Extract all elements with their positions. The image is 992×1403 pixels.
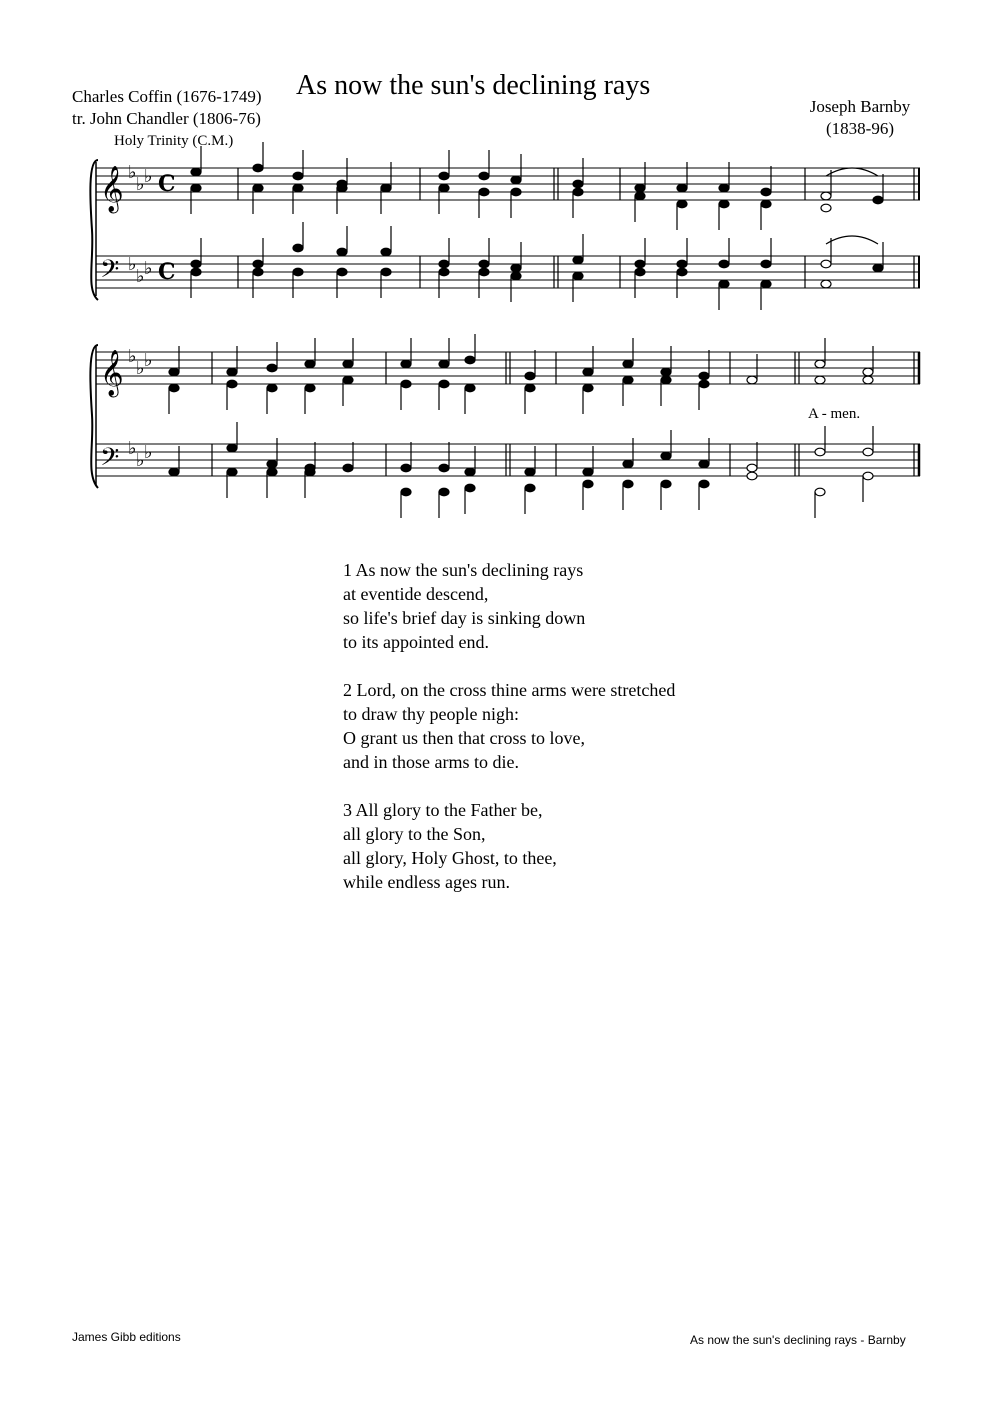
verse-line: 1 As now the sun's declining rays: [343, 560, 584, 580]
svg-text:♭: ♭: [144, 442, 153, 463]
verse-line: to its appointed end.: [343, 632, 489, 652]
svg-text:♭: ♭: [136, 174, 145, 195]
translator-line: tr. John Chandler (1806-76): [72, 109, 261, 128]
time-signature: C: [158, 259, 176, 285]
tune-name: Holy Trinity (C.M.): [114, 133, 234, 149]
verse-line: to draw thy people nigh:: [343, 704, 519, 724]
verse-1: [343, 558, 675, 654]
notes-system-2: [169, 334, 873, 414]
svg-text:♭: ♭: [144, 350, 153, 371]
verse-line: 2 Lord, on the cross thine arms were stretched: [343, 680, 676, 700]
verse-line: while endless ages run.: [343, 872, 510, 892]
verse-line: so life's brief day is sinking down: [343, 608, 586, 628]
svg-text:♭: ♭: [128, 162, 137, 183]
verse-line: all glory to the Son,: [343, 824, 486, 844]
composer-dates: (1838-96): [826, 119, 894, 138]
verses: [343, 558, 675, 918]
footer-publisher: James Gibb editions: [72, 1330, 181, 1344]
bass-notes-system-2: [169, 422, 873, 518]
bass-staff-1: [96, 256, 920, 288]
treble-clef-icon: 𝄞: [100, 166, 124, 212]
key-signature: [128, 162, 153, 471]
music-score: [0, 0, 992, 560]
verse-line: at eventide descend,: [343, 584, 489, 604]
treble-clef-icon: 𝄞: [100, 350, 124, 396]
amen-lyric: A - men.: [808, 406, 861, 422]
svg-text:♭: ♭: [128, 254, 137, 275]
bass-clef-icon: 𝄢: [100, 255, 120, 290]
treble-staff-2: [96, 352, 920, 384]
verse-line: 3 All glory to the Father be,: [343, 800, 543, 820]
svg-text:♭: ♭: [128, 438, 137, 459]
bass-staff-2: [96, 444, 920, 476]
verse-line: and in those arms to die.: [343, 752, 519, 772]
svg-text:♭: ♭: [128, 346, 137, 367]
verse-line: O grant us then that cross to love,: [343, 728, 585, 748]
composer-name: Joseph Barnby: [809, 97, 911, 116]
notes-system-1: [191, 142, 883, 230]
svg-text:♭: ♭: [136, 358, 145, 379]
hymn-title: As now the sun's declining rays: [296, 70, 651, 101]
verse-3: [343, 798, 675, 894]
svg-text:♭: ♭: [136, 450, 145, 471]
author-line: Charles Coffin (1676-1749): [72, 87, 262, 106]
bass-clef-icon: 𝄢: [100, 443, 120, 478]
svg-text:♭: ♭: [144, 258, 153, 279]
treble-staff-1: [96, 168, 920, 200]
svg-text:♭: ♭: [144, 166, 153, 187]
bass-notes-system-1: [191, 222, 883, 310]
footer-title: As now the sun's declining rays - Barnby: [690, 1333, 906, 1347]
svg-text:♭: ♭: [136, 266, 145, 287]
verse-line: all glory, Holy Ghost, to thee,: [343, 848, 557, 868]
time-signature: C: [158, 171, 176, 197]
verse-2: [343, 678, 675, 774]
